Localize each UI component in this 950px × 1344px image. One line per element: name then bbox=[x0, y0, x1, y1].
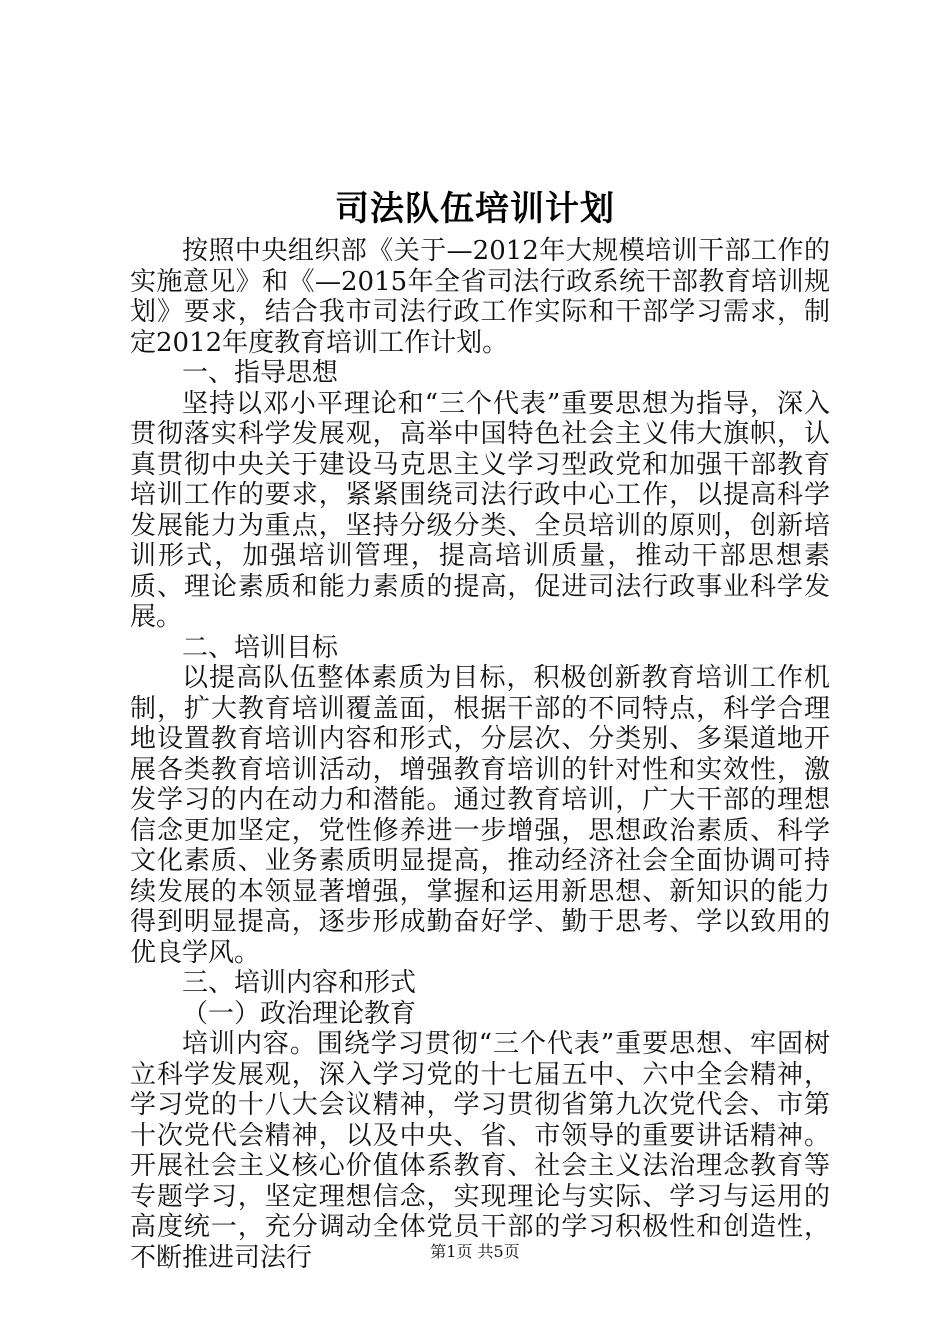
guiding-ideology-paragraph: 坚持以邓小平理论和“三个代表”重要思想为指导，深入贯彻落实科学发展观，高举中国特色社会主义伟大旗帜，认真贯彻中央关于建设马克思主义学习型政党和加强干部教育培训工作的要求，紧紧围绕司法行政中心工作，以提高科学发展能力为重点，坚持分级分类、全员培训的原则，创新培训形式，加强培训管理，提高培训质量，推动干部思想素质、理论素质和能力素质的提高，促进司法行政事业科学发展。 bbox=[130, 388, 830, 632]
political-theory-paragraph: 培训内容。围绕学习贯彻“三个代表”重要思想、牢固树立科学发展观，深入学习党的十七届五中、六中全会精神，学习党的十八大会议精神，学习贯彻省第九次党代会、市第十次党代会精神，以及中央、省、市领导的重要讲话精神。开展社会主义核心价值体系教育、社会主义法治理念教育等专题学习，坚定理想信念，实现理论与实际、学习与运用的高度统一，充分调动全体党员干部的学习积极性和创造性，不断推进司法行 bbox=[130, 1029, 830, 1273]
section-heading-content-and-form: 三、培训内容和形式 bbox=[182, 968, 417, 998]
document-title: 司法队伍培训计划 bbox=[335, 189, 615, 229]
subsection-heading-political-theory: （一）政治理论教育 bbox=[182, 998, 417, 1029]
section-heading-training-goals: 二、培训目标 bbox=[182, 632, 339, 663]
section-heading-guiding-ideology: 一、指导思想 bbox=[182, 358, 339, 388]
page-number-footer: 第1页 共5页 bbox=[430, 1242, 520, 1261]
training-goals-paragraph: 以提高队伍整体素质为目标，积极创新教育培训工作机制，扩大教育培训覆盖面，根据干部的不同特点，科学合理地设置教育培训内容和形式，分层次、分类别、多渠道地开展各类教育培训活动，增强教育培训的针对性和实效性，激发学习的内在动力和潜能。通过教育培训，广大干部的理想信念更加坚定，党性修养进一步增强，思想政治素质、科学文化素质、业务素质明显提高，推动经济社会全面协调可持续发展的本领显著增强，掌握和运用新思想、新知识的能力得到明显提高，逐步形成勤奋好学、勤于思考、学以致用的优良学风。 bbox=[130, 663, 830, 968]
document-body bbox=[130, 236, 830, 1273]
intro-paragraph: 按照中央组织部《关于—2012年大规模培训干部工作的实施意见》和《—2015年全省司法行政系统干部教育培训规划》要求，结合我市司法行政工作实际和干部学习需求，制定2012年度教育培训工作计划。 bbox=[130, 236, 830, 358]
